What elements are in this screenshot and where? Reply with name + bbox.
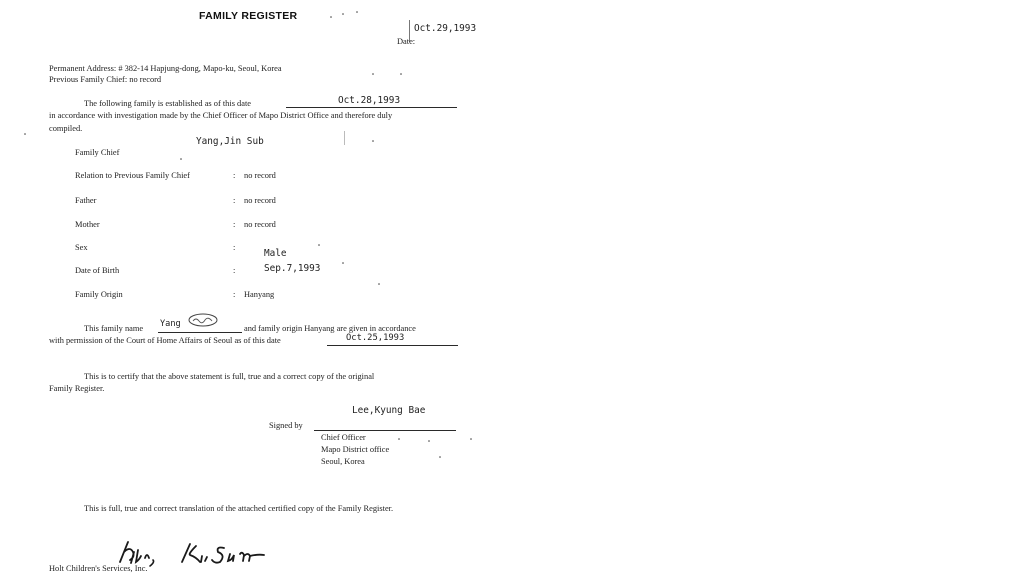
mother-label: Mother xyxy=(75,220,100,229)
organization-name: Holt Children's Services, Inc. xyxy=(49,564,148,573)
certify-line-1: This is to certify that the above statement is full, true and a correct copy of the original xyxy=(84,372,375,381)
scan-speck xyxy=(372,140,374,142)
origin-label: Family Origin xyxy=(75,290,123,299)
established-line-3: compiled. xyxy=(49,124,83,133)
permanent-address-label: Permanent Address: xyxy=(49,64,117,73)
scan-speck xyxy=(470,438,472,440)
family-name-prefix: This family name xyxy=(84,324,144,333)
mother-value: no record xyxy=(244,220,276,229)
signer-title-3: Seoul, Korea xyxy=(321,457,365,466)
scan-speck xyxy=(400,73,402,75)
family-name-suffix: and family origin Hanyang are given in accordance xyxy=(244,324,416,333)
scan-speck xyxy=(330,16,332,18)
origin-value: Hanyang xyxy=(244,290,275,299)
signer-name: Lee,Kyung Bae xyxy=(352,405,426,416)
scan-speck xyxy=(356,11,358,13)
translation-statement: This is full, true and correct translation of the attached certified copy of the Family Register. xyxy=(84,504,394,513)
scan-speck xyxy=(439,456,441,458)
established-line-2: in accordance with investigation made by the Chief Officer of Mapo District Office and therefore duly xyxy=(49,111,393,120)
father-label: Father xyxy=(75,196,97,205)
date-label: Date: xyxy=(397,37,416,46)
scan-speck xyxy=(378,283,380,285)
relation-colon: : xyxy=(233,171,236,180)
issue-date: Oct.29,1993 xyxy=(414,23,477,34)
scan-speck xyxy=(342,13,344,15)
dob-value: Sep.7,1993 xyxy=(264,263,321,274)
scan-mark xyxy=(344,131,345,145)
scan-speck xyxy=(180,158,182,160)
permission-date: Oct.25,1993 xyxy=(346,333,405,343)
scan-speck xyxy=(342,262,344,264)
established-date: Oct.28,1993 xyxy=(338,95,401,106)
permanent-address-line xyxy=(49,64,282,73)
sex-label: Sex xyxy=(75,243,88,252)
document-title: FAMILY REGISTER xyxy=(199,10,298,22)
father-colon: : xyxy=(233,196,236,205)
sex-colon: : xyxy=(233,243,236,252)
signed-by-label: Signed by xyxy=(269,421,303,430)
origin-colon: : xyxy=(233,290,236,299)
permanent-address-value: # 382-14 Hapjung-dong, Mapo-ku, Seoul, Korea xyxy=(118,64,282,73)
scan-speck xyxy=(428,440,430,442)
signer-title-2: Mapo District office xyxy=(321,445,390,454)
father-value: no record xyxy=(244,196,276,205)
sex-value: Male xyxy=(264,248,287,259)
established-line-1: The following family is established as of this date xyxy=(84,99,252,108)
family-chief-name: Yang,Jin Sub xyxy=(196,136,264,147)
family-chief-label: Family Chief xyxy=(75,148,120,157)
relation-label: Relation to Previous Family Chief xyxy=(75,171,190,180)
scan-speck xyxy=(318,244,320,246)
previous-chief-label: Previous Family Chief: xyxy=(49,75,128,84)
family-name-value: Yang xyxy=(160,319,181,329)
scan-speck xyxy=(372,73,374,75)
permission-date-underline xyxy=(327,345,458,346)
scan-speck xyxy=(398,438,400,440)
scan-speck xyxy=(24,133,26,135)
previous-chief-value: no record xyxy=(129,75,162,84)
dob-colon: : xyxy=(233,266,236,275)
mother-colon: : xyxy=(233,220,236,229)
previous-chief-line xyxy=(49,75,161,84)
family-name-underline xyxy=(158,332,242,333)
signer-title-1: Chief Officer xyxy=(321,433,366,442)
dob-label: Date of Birth xyxy=(75,266,120,275)
korean-name-scrawl xyxy=(187,312,219,328)
permission-line-2: with permission of the Court of Home Affairs of Seoul as of this date xyxy=(49,336,281,345)
relation-value: no record xyxy=(244,171,276,180)
established-date-underline xyxy=(286,107,457,108)
certify-line-2: Family Register. xyxy=(49,384,105,393)
signature-underline xyxy=(314,430,456,431)
